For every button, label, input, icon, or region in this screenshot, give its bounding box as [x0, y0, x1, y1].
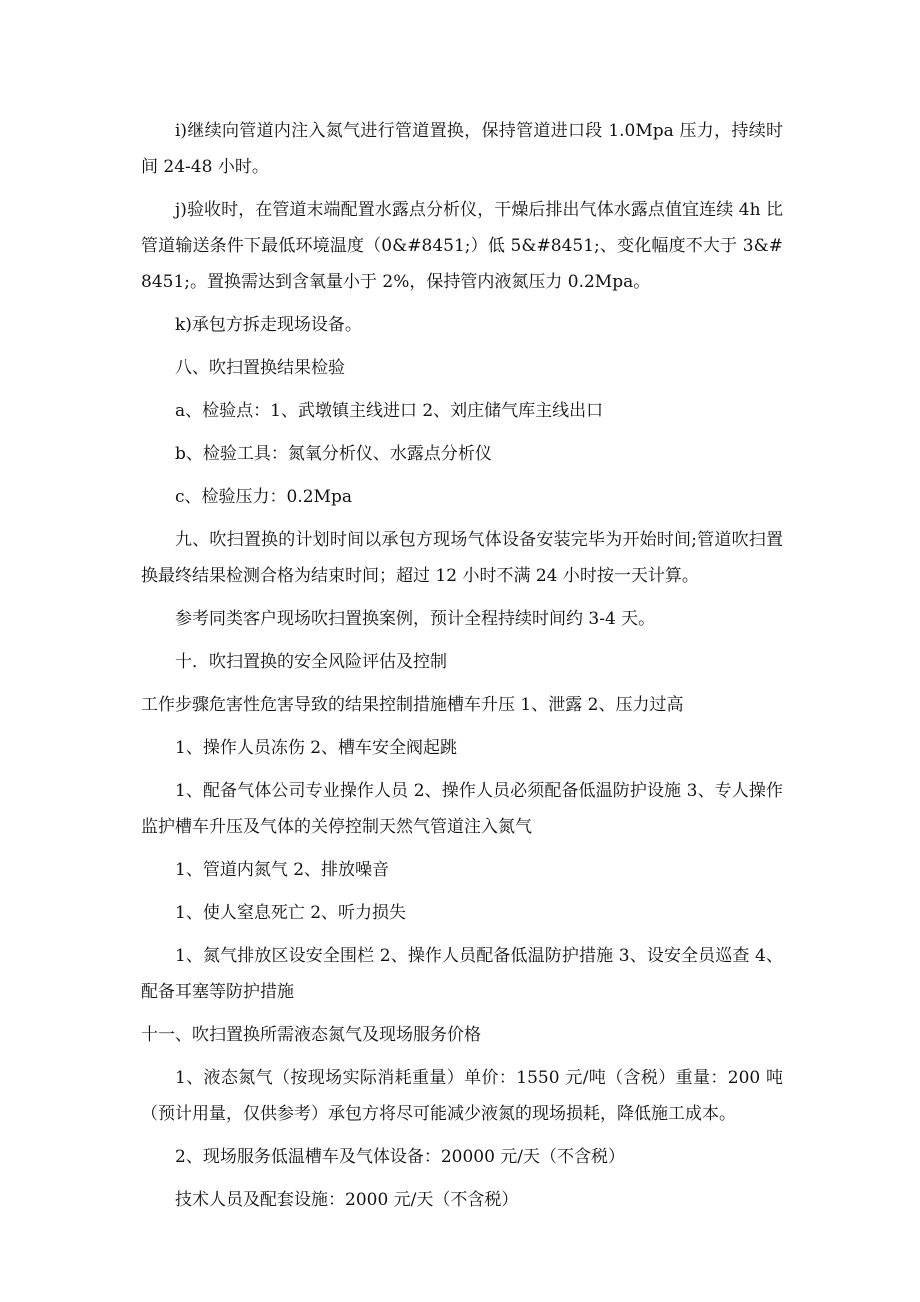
- paragraph-10-hazards-2: 1、管道内氮气 2、排放噪音: [175, 860, 390, 880]
- paragraph-10-results-2: 1、使人窒息死亡 2、听力损失: [175, 903, 407, 923]
- paragraph-10-results-1: 1、操作人员冻伤 2、槽车安全阀起跳: [175, 738, 458, 758]
- paragraph-10-controls-2: 1、氮气排放区设安全围栏 2、操作人员配备低温防护措施 3、设安全员巡查 4、配备耳塞等防护措施: [141, 946, 783, 1002]
- paragraph-10-steps: 工作步骤危害性危害导致的结果控制措施槽车升压 1、泄露 2、压力过高: [141, 695, 684, 715]
- paragraph-9-case: 参考同类客户现场吹扫置换案例，预计全程持续时间约 3-4 天。: [175, 609, 656, 629]
- section-heading-9: 九、吹扫置换的计划时间以承包方现场气体设备安装完毕为开始时间;管道吹扫置换最终结果检测合格为结束时间；超过 12 小时不满 24 小时按一天计算。: [141, 530, 783, 586]
- section-heading-8: 八、吹扫置换结果检验: [175, 358, 345, 378]
- paragraph-step-i: i)继续向管道内注入氮气进行管道置换，保持管道进口段 1.0Mpa 压力，持续时间 24-48 小时。: [141, 121, 783, 177]
- paragraph-8a: a、检验点：1、武墩镇主线进口 2、刘庄储气库主线出口: [175, 401, 604, 421]
- paragraph-11-technician-price: 技术人员及配套设施：2000 元/天（不含税）: [175, 1190, 519, 1210]
- paragraph-10-controls-1: 1、配备气体公司专业操作人员 2、操作人员必须配备低温防护设施 3、专人操作监护槽车升压及气体的关停控制天然气管道注入氮气: [141, 781, 783, 837]
- paragraph-11-service-price: 2、现场服务低温槽车及气体设备：20000 元/天（不含税）: [175, 1147, 626, 1167]
- paragraph-8c: c、检验压力：0.2Mpa: [175, 487, 352, 507]
- section-heading-10: 十．吹扫置换的安全风险评估及控制: [175, 652, 447, 672]
- paragraph-step-k: k)承包方拆走现场设备。: [175, 315, 362, 335]
- paragraph-11-nitrogen-price: 1、液态氮气（按现场实际消耗重量）单价：1550 元/吨（含税）重量：200 吨（预计用量，仅供参考）承包方将尽可能减少液氮的现场损耗，降低施工成本。: [141, 1068, 783, 1124]
- paragraph-step-j: j)验收时，在管道末端配置水露点分析仪，干燥后排出气体水露点值宜连续 4h 比管道输送条件下最低环境温度（0&#8451;）低 5&#8451;、变化幅度不大于 3&#8451;。置换需达到含氧量小于 2%，保持管内液氮压力 0.2Mpa。: [141, 200, 783, 292]
- paragraph-8b: b、检验工具：氮氧分析仪、水露点分析仪: [175, 444, 492, 464]
- document-body: [141, 113, 783, 1225]
- section-heading-11: 十一、吹扫置换所需液态氮气及现场服务价格: [141, 1025, 481, 1045]
